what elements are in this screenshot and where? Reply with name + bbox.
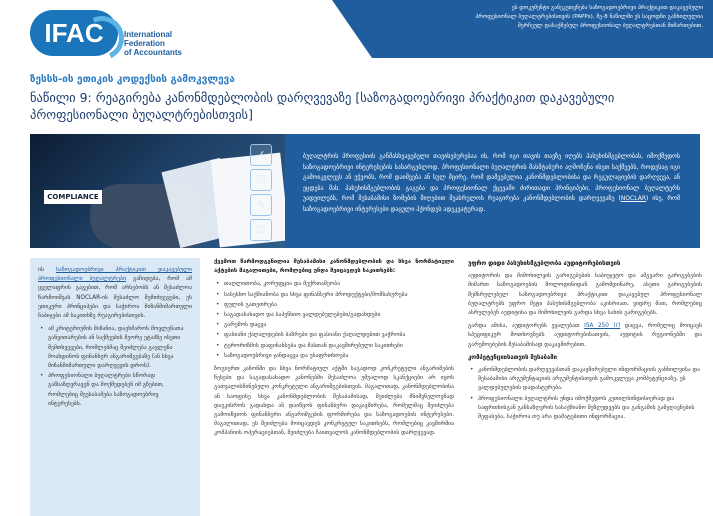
logo-line: International <box>124 30 173 39</box>
hero-icon-stack <box>250 144 272 241</box>
banner-line: შერჩეულ დასაქმებულ პროფესიონალ ბუღალტრებთან მიმართებით. <box>517 23 703 29</box>
mid-closing: ზოგიერთ კანონში და სხვა ნორმატიულ აქტში საგადოდ კონკრეტული ანგარიშების წესები და საგადასახადო კანონებში შესაძლოა უშუალოდ სკანქციები არ იყოს გათვალისწინებული კონკრეტული ანგარიშგებისთვის. მაგალითად, კანონმდებლობისა ან საოფისე სხვა კანონმდებლობის შესაბამისად, შეიძლება მნიშვნელოვნად დაეკისროს გადახდა ან დაიწყოს ფინანსური დაკავშირება, რომელმაც შეიძლება გამოიწვიოს ფინანსური ანგარიშგების ფორმირება და საზოგადოების ინტერესები. მაგალითად, ეს შეიძლება მოიცავდეს კონკრეტულ საკითხებს, რომლებიც კავშირშია კომპანიის ოპერაციებთან, შეიძლება ჩაითვალოს კანონმდებლობის დარღვევად. <box>214 366 454 437</box>
list-item: • საზოგადოებრივი ჯანდაცვა და უსაფრთხოება <box>214 352 454 361</box>
left-intro: ის საზოგადოებრივი პრაქტიკით დაკავებული პროფესიონალი ბუღალტრები გაჩიდება, რომ ამ ყველაფრის გაგებით, რომ არსებობს ან შესაძლოა წარმოიშვას NOCLAR-ის შესაძლო შემთხვევები, ეს ეთიკური პრინციპები და საჭიროა მიზანმიმართული ნაბიჯები ამ საკითხზე რეაგირებისთვის. <box>38 267 193 320</box>
logo-line: Federation <box>124 39 165 48</box>
isa-250-link[interactable]: ISA 250 (r) <box>584 323 621 330</box>
heading-area <box>30 74 700 123</box>
list-item: • ფასიანი ქაღალდების ბაზრები და ფასიანი ქაღალდებით ვაჭრობა <box>214 331 454 340</box>
left-column <box>30 258 200 516</box>
logo-line: of Accountants <box>124 48 182 57</box>
list-item: • საგადასახადო და საპენსიო ვალდებულებები/გადახდები <box>214 311 454 320</box>
logo-mark: IFAC <box>30 10 118 56</box>
series-title: ზესსს-ის ეთიკის კოდექსის გამოკვლევა <box>30 74 235 85</box>
middle-column <box>214 258 454 443</box>
mid-lead: ქვემოთ წარმოდგენილია შესაბამისი კანონმდებლობის და სხვა ნორმატიული აქტების მაგალითები, რომლებიც უნდა შეიცავდეს საკითხებს: <box>214 259 454 275</box>
pen-icon: ✎ <box>250 194 272 216</box>
left-bullet-list <box>38 325 192 409</box>
right-column <box>468 258 702 426</box>
banner-line: პროფესიონალ ბუღალტრებისთვის (PAPPs), მე-8 ნაწილში ეს საცოდნი განხილულია <box>475 14 703 20</box>
list-item: • პროფესიონალი ბუღალტრები სწორად განსაზღვრავენ და მოქმედებენ იმ გზებით, რომლებიც შეესაბამება საზოგადოებრივ ინტერესებს. <box>38 372 192 409</box>
document-illustration <box>211 153 285 248</box>
right-heading: უფრო დიდი პასუხისმგებლობა აუდიტორებისთვის <box>468 261 621 267</box>
intro-text: ბუღალტრის პროფესიის განმასხვავებელი თავისებურებაა ის, რომ იგი თავის თავზე იღებს პასუხისმგებლობას, იმოქმედოს საზოგადოებრივი ინტერესების სასარგებლოდ. პროფესიონალი ბუღალტრის მასშტაბური აღმოჩენა ისეთ საქმეებს, როდესაც იგი გამოიკვლევს ან ეჭვობს, რომ დაიშვება ან სულ მცირე, რომ დაშვებულია კანონმდებლობისა და რეგულაციების დარღვევა, ან ეცდება მას. პასუხისმგებლობის გაგება და პროფესიონალ ქცევაში ძირითადი პრინციპები, პროფესიონალ ბუღალტერს უადვილებს, რომ შესაბამისი ზომების მიღებით შეასრულოს რეაგირება კანონმდებლობის დარღვევაზე <box>303 153 680 202</box>
list-item: • ამ კრიტერიუმის მიზანია, დაეხმაროს მოვლენათა განვითარების ან საქმეების მეორე ეტაპზე ისეთი შემთხვევები, რომლებმაც შეიძლება გავლენა მოახდინოს ფინანსურ ანგარიშგებაზე (ან სხვა მიზანმიმართული დარღვევის დროს). <box>38 325 192 371</box>
intro-text-tail: ისე, რომ საზოგადოებრივი ინტერესები დაცული ჰქონდეს ადეკვატურად. <box>303 195 681 213</box>
compliance-chip: COMPLIANCE <box>44 190 102 204</box>
mid-bullet-list <box>214 280 454 361</box>
top-banner <box>372 0 713 58</box>
scales-icon: ⚖ <box>250 219 272 241</box>
papps-link[interactable]: საზოგადოებრივი პრაქტიკით დაკავებული პროფესიონალი ბუღალტრები <box>38 267 192 283</box>
isa-pre: გარდა ამისა, აუდიტორებს ევალებათ <box>468 323 580 330</box>
left-intro-text: გაჩიდება, რომ ამ ყველაფრის გაგებით, რომ არსებობს ან შესაძლოა წარმოიშვას NOCLAR-ის შესაძლო შემთხვევები, ეს ეთიკური პრინციპები და საჭიროა მიზანმიმართული ნაბიჯები ამ საკითხზე რეაგირებისთვის. <box>38 276 193 320</box>
list-item: • ტერორიზმის დაფინანსება და მასთან დაკავშირებული საკითხები <box>214 342 454 351</box>
chapter-title: ნაწილი 9: რეაგირება კანონმდებლობის დარღვევაზე [საზოგადოებრივი პრაქტიკით დაკავებული პროფესიონალი ბუღალტრებისთვის] <box>30 90 615 122</box>
list-item: • კანონმდებლობის დარღვევასთან დაკავშირებული ინფორმაციის განხილვისა და შესაბამისი არგუმენტაციის არგუმენტისთვის გამოკვლევა კომპეტენციაზე, ეს ვალდებულების დადასტურება. <box>468 366 702 394</box>
hero-photo <box>30 134 285 248</box>
list-item: • პროფესიონალი ბუღალტრის უნდა იმოქმედოს კეთილსინდისიერად და საფრთხისგან განსაზღვრის სასაქმიანო შეზღუდვებს და განგაშის გამჟღავნების შეფასება, საჭიროა თუ არა დამატებითი ინფორმაცია. <box>468 395 702 423</box>
checkbox-icon: ☑ <box>250 169 272 191</box>
right-paragraph: აუდიტორის და მიმოხილვის გარიგებების საბიუჯეტო და ამგვარი გარიგებების მიმართ საზოგადოების მოლოდინიდან გამომდინარე, ასეთი გარიგებების შემსრულებელ საზოგადოებრივი პრაქტიკით დაკავებულ პროფესიონალ ბუღალტრებს უფრო მეტი პასუხისმგებლობა აკისრიათ, ვიდრე მათ, რომლებიც ასრულებენ აუდიტისა და მიმოხილვის გარდა სხვა სახის გარიგებებს. <box>468 273 702 317</box>
isa-post: დაცვა, რომელიც მოიცავს სპეციფიკურ მოთხოვნებს აუდიტორებისათვის, აუდიტის რეგიონებში და გარემოებების შესაბამისად დაკავშირებით. <box>468 323 702 348</box>
list-item: • სასესხო საქმიანობა და სხვა ფინანსური პროდუქტები/მომსახურება <box>214 291 454 300</box>
list-item: • გარემოს დაცვა <box>214 321 454 330</box>
right-bullet-list <box>468 366 702 422</box>
right-heading: კომპეტენციისათვის შესაბამი <box>468 354 557 361</box>
noclar-link[interactable]: NOCLAR <box>620 195 646 202</box>
right-paragraph-isa <box>468 322 702 350</box>
ifac-logo[interactable] <box>30 10 180 66</box>
logo-text <box>124 30 184 57</box>
checkmark-icon: ✓ <box>250 144 272 166</box>
intro-panel: ბუღალტრის პროფესიის განმასხვავებელი თავისებურებაა ის, რომ იგი თავის თავზე იღებს პასუხისმგებლობას, იმოქმედოს საზოგადოებრივი ინტერესების სასარგებლოდ. პროფესიონალი ბუღალტრის მასშტაბური აღმოჩენა ისეთ საქმეებს, როდესაც იგი გამოიკვლევს ან ეჭვობს, რომ დაიშვება ან სულ მცირე, რომ დაშვებულია კანონმდებლობისა და რეგულაციების დარღვევა, ან ეცდება მას. პასუხისმგებლობის გაგება და პროფესიონალ ქცევაში ძირითადი პრინციპები, პროფესიონალ ბუღალტერს უადვილებს, რომ შესაბამისი ზომების მიღებით შეასრულოს რეაგირება კანონმდებლობის დარღვევაზე (NOCLAR) ისე, რომ საზოგადოებრივი ინტერესები დაცული ჰქონდეს ადეკვატურად. <box>285 134 700 248</box>
banner-line: ეს დოკუმენტი განეკუთვნება საზოგადოებრივი პრაქტიკით დაკავებული <box>511 5 703 11</box>
list-item: • ფულის გათეთრება <box>214 301 454 310</box>
list-item: • თაღლითობა, კორუფცია და მექრთამეობა <box>214 280 454 289</box>
